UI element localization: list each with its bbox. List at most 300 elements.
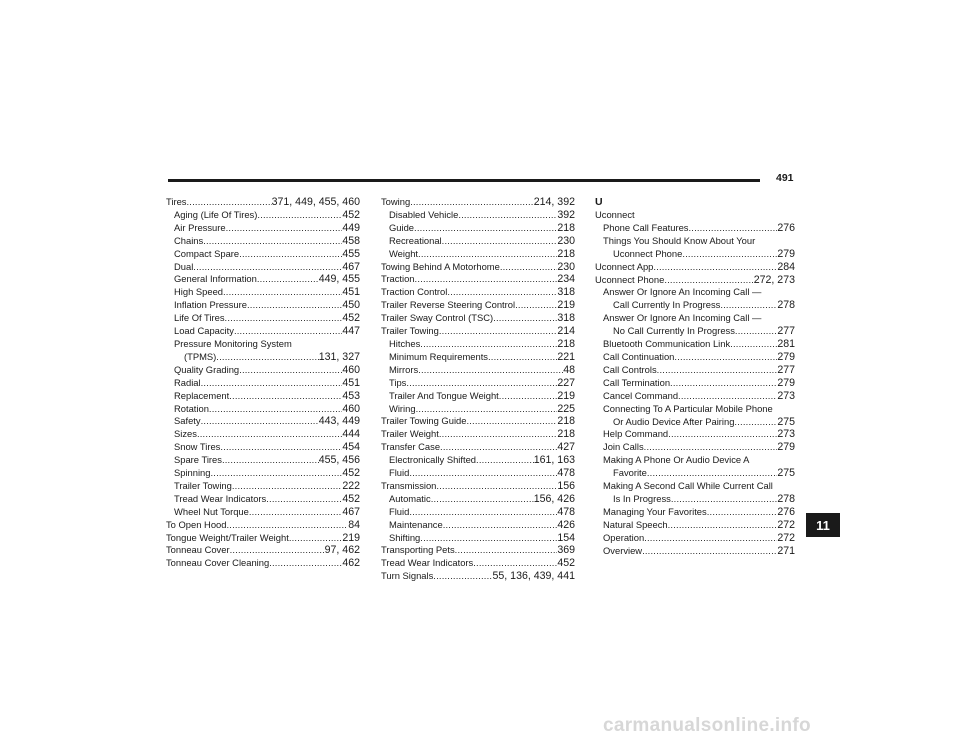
page-refs: 452 <box>342 467 360 480</box>
page-refs: 426 <box>557 518 575 531</box>
entry-line <box>174 390 360 403</box>
index-entry <box>389 467 575 480</box>
index-column-left <box>166 196 360 570</box>
entry-line <box>174 261 360 274</box>
entry-line <box>603 545 795 558</box>
dot-leader <box>473 557 557 570</box>
dot-leader <box>431 493 534 506</box>
index-entry <box>174 325 360 338</box>
page-refs: 273 <box>777 428 795 441</box>
page-refs: 218 <box>557 221 575 234</box>
entry-label: Radial <box>174 376 201 388</box>
dot-leader <box>226 519 348 532</box>
entry-label: Snow Tires <box>174 441 221 453</box>
index-entry <box>174 273 360 286</box>
dot-leader <box>476 454 534 467</box>
index-entry <box>174 467 360 480</box>
page-refs: 279 <box>777 441 795 454</box>
entry-line <box>381 570 575 583</box>
index-entry <box>389 377 575 390</box>
dot-leader <box>420 532 557 545</box>
dot-leader <box>735 325 777 338</box>
entry-label: Tongue Weight/Trailer Weight <box>166 531 289 543</box>
entry-line <box>389 454 575 467</box>
index-entry <box>174 428 360 441</box>
entry-label: Disabled Vehicle <box>389 208 459 220</box>
entry-label: Uconnect App <box>595 260 654 272</box>
entry-line <box>166 544 360 557</box>
entry-line <box>603 222 795 235</box>
index-entry <box>166 532 360 545</box>
index-entry <box>174 286 360 299</box>
entry-continuation-line <box>603 299 795 312</box>
dot-leader <box>289 532 343 545</box>
page-refs: 392 <box>557 208 575 221</box>
entry-line <box>381 312 575 325</box>
index-entry <box>389 338 575 351</box>
entry-label: Trailer Weight <box>381 428 439 440</box>
entry-line <box>174 441 360 454</box>
entry-label: Fluid <box>389 505 410 517</box>
dot-leader <box>232 480 342 493</box>
entry-line <box>174 312 360 325</box>
entry-line <box>174 222 360 235</box>
dot-leader <box>418 364 563 377</box>
page-refs: 460 <box>342 363 360 376</box>
entry-line <box>389 403 575 416</box>
page-refs: 222 <box>342 479 360 492</box>
index-entry <box>381 544 575 557</box>
page-refs: 271 <box>777 544 795 557</box>
entry-continuation-line <box>603 416 795 429</box>
entry-label: High Speed <box>174 286 223 298</box>
entry-label: Overview <box>603 544 643 556</box>
dot-leader <box>203 235 342 248</box>
page-refs: 452 <box>342 492 360 505</box>
page-refs: 371, 449, 455, 460 <box>271 196 360 208</box>
dot-leader <box>682 248 777 261</box>
index-entry <box>174 248 360 261</box>
page-refs: 278 <box>777 492 795 505</box>
page-refs: 97, 462 <box>324 544 360 557</box>
entry-label: Recreational <box>389 234 442 246</box>
dot-leader <box>415 273 558 286</box>
page-refs: 48 <box>563 363 575 376</box>
index-entry <box>174 222 360 235</box>
entry-label: Weight <box>389 247 419 259</box>
page-refs: 452 <box>557 557 575 570</box>
page-refs: 272 <box>777 518 795 531</box>
page-refs: 273 <box>777 389 795 402</box>
page-refs: 452 <box>342 208 360 221</box>
entry-label: Fluid <box>389 467 410 479</box>
entry-label-continued: No Call Currently In Progress <box>613 325 735 337</box>
index-entry <box>603 519 795 532</box>
entry-label: General Information <box>174 273 257 285</box>
entry-label: Transfer Case <box>381 441 441 453</box>
entry-continuation-line <box>603 493 795 506</box>
page-refs: 279 <box>777 376 795 389</box>
entry-line <box>603 519 795 532</box>
entry-line <box>603 441 795 454</box>
page-refs: 443, 449 <box>318 415 360 428</box>
page-refs: 478 <box>557 505 575 518</box>
entry-first-line <box>603 312 795 325</box>
index-entry <box>389 351 575 364</box>
entry-label: Electronically Shifted <box>389 454 477 466</box>
dot-leader <box>734 416 777 429</box>
page-refs: 455 <box>342 247 360 260</box>
dot-leader <box>668 519 778 532</box>
page-refs: 455, 456 <box>318 454 360 467</box>
index-entry <box>389 222 575 235</box>
entry-label: Shifting <box>389 531 421 543</box>
index-entry <box>389 390 575 403</box>
index-entry <box>381 415 575 428</box>
page-refs: 218 <box>557 337 575 350</box>
dot-leader <box>688 222 777 235</box>
entry-label-continued: (TPMS) <box>184 350 217 362</box>
entry-line <box>166 519 360 532</box>
index-entry <box>603 351 795 364</box>
entry-line <box>174 299 360 312</box>
dot-leader <box>674 351 777 364</box>
entry-line <box>174 428 360 441</box>
entry-label: Making A Phone Or Audio Device A <box>603 454 750 466</box>
page-refs: 275 <box>777 467 795 480</box>
entry-line <box>174 493 360 506</box>
entry-label: Uconnect <box>595 209 635 220</box>
entry-line <box>381 544 575 557</box>
index-entry <box>603 454 795 480</box>
entry-line <box>381 261 575 274</box>
dot-leader <box>230 544 325 557</box>
entry-label: Call Controls <box>603 363 657 375</box>
index-entry <box>174 235 360 248</box>
page-refs: 230 <box>557 260 575 273</box>
entry-line <box>389 364 575 377</box>
entry-line <box>389 235 575 248</box>
dot-leader <box>409 506 557 519</box>
entry-label: Trailer Sway Control (TSC) <box>381 312 494 324</box>
page-number: 491 <box>776 172 794 184</box>
dot-leader <box>216 351 318 364</box>
watermark: carmanualsonline.info <box>603 715 811 736</box>
dot-leader <box>440 441 557 454</box>
page-refs: 219 <box>342 531 360 544</box>
entry-label: Tonneau Cover <box>166 544 230 556</box>
dot-leader <box>193 261 342 274</box>
entry-line <box>174 454 360 467</box>
dot-leader <box>249 506 342 519</box>
entry-continuation-line <box>174 351 360 364</box>
entry-label: Guide <box>389 221 415 233</box>
index-entry <box>603 235 795 261</box>
page-refs: 281 <box>777 338 795 351</box>
index-entry <box>166 557 360 570</box>
entry-label: Inflation Pressure <box>174 299 247 311</box>
page-refs: 218 <box>557 428 575 441</box>
entry-first-line <box>603 403 795 416</box>
section-letter: U <box>595 196 603 208</box>
page-refs: 369 <box>557 544 575 557</box>
dot-leader <box>226 222 343 235</box>
page-refs: 84 <box>348 518 360 531</box>
page-refs: 277 <box>777 363 795 376</box>
entry-label: Maintenance <box>389 518 443 530</box>
index-entry <box>595 261 795 274</box>
entry-line <box>603 351 795 364</box>
entry-line <box>166 532 360 545</box>
entry-label: Traction Control <box>381 286 448 298</box>
index-entry <box>595 274 795 287</box>
index-entry <box>389 506 575 519</box>
dot-leader <box>266 493 342 506</box>
entry-label: Managing Your Favorites <box>603 505 707 517</box>
index-entry <box>603 441 795 454</box>
entry-label: Sizes <box>174 428 197 440</box>
entry-line <box>389 377 575 390</box>
entry-label: Minimum Requirements <box>389 350 488 362</box>
dot-leader <box>443 519 558 532</box>
entry-line <box>389 506 575 519</box>
page-refs: 449 <box>342 221 360 234</box>
page-refs: 230 <box>557 234 575 247</box>
index-entry <box>174 506 360 519</box>
entry-line <box>174 480 360 493</box>
entry-line <box>389 338 575 351</box>
entry-label: Aging (Life Of Tires) <box>174 208 258 220</box>
index-entry <box>174 493 360 506</box>
index-entry <box>603 506 795 519</box>
entry-label: Help Command <box>603 428 669 440</box>
dot-leader <box>225 312 343 325</box>
entry-label: Trailer Towing <box>174 479 232 491</box>
dot-leader <box>670 377 777 390</box>
entry-label: Answer Or Ignore An Incoming Call — <box>603 286 762 298</box>
entry-line <box>603 364 795 377</box>
entry-label: Dual <box>174 260 194 272</box>
page-refs: 427 <box>557 441 575 454</box>
entry-label: To Open Hood <box>166 518 227 530</box>
dot-leader <box>257 209 342 222</box>
index-entry <box>381 441 575 454</box>
index-entry <box>174 261 360 274</box>
page-refs: 161, 163 <box>533 454 575 467</box>
page-refs: 444 <box>342 428 360 441</box>
page-refs: 279 <box>777 247 795 260</box>
dot-leader <box>223 286 342 299</box>
entry-line <box>381 480 575 493</box>
dot-leader <box>201 377 343 390</box>
entry-label: Trailer Towing Guide <box>381 415 467 427</box>
index-entry <box>603 286 795 312</box>
index-entry <box>381 312 575 325</box>
page-refs: 451 <box>342 376 360 389</box>
dot-leader <box>455 544 558 557</box>
entry-line <box>389 248 575 261</box>
dot-leader <box>201 415 319 428</box>
entry-first-line <box>174 338 360 351</box>
dot-leader <box>269 557 342 570</box>
dot-leader <box>707 506 778 519</box>
entry-label: Call Continuation <box>603 350 675 362</box>
section-tab[interactable]: 11 <box>806 513 840 537</box>
entry-label: Automatic <box>389 492 431 504</box>
index-entry <box>389 532 575 545</box>
dot-leader <box>211 467 343 480</box>
entry-line <box>174 273 360 286</box>
entry-line <box>381 428 575 441</box>
index-entry <box>174 209 360 222</box>
entry-line <box>389 351 575 364</box>
dot-leader <box>657 364 778 377</box>
dot-leader <box>406 377 557 390</box>
index-entry <box>389 454 575 467</box>
entry-label: Trailer Towing <box>381 325 439 337</box>
entry-label: Operation <box>603 531 645 543</box>
page-refs: 462 <box>342 557 360 570</box>
page-refs: 131, 327 <box>318 350 360 363</box>
dot-leader <box>668 428 777 441</box>
entry-line <box>381 273 575 286</box>
entry-label: Traction <box>381 273 415 285</box>
dot-leader <box>197 428 342 441</box>
entry-line <box>595 261 795 274</box>
page-refs: 278 <box>777 299 795 312</box>
entry-label: Transmission <box>381 479 437 491</box>
index-entry <box>603 312 795 338</box>
index-entry <box>174 403 360 416</box>
dot-leader <box>466 415 557 428</box>
index-entry <box>166 544 360 557</box>
index-entry <box>174 415 360 428</box>
entry-label: Spinning <box>174 467 211 479</box>
entry-label: Tips <box>389 376 407 388</box>
entry-line <box>381 196 575 209</box>
entry-line <box>174 403 360 416</box>
index-entry <box>603 545 795 558</box>
page-refs: 318 <box>557 312 575 325</box>
entry-line <box>603 428 795 441</box>
entry-label: Tonneau Cover Cleaning <box>166 557 270 569</box>
entry-label: Air Pressure <box>174 221 226 233</box>
entry-label: Answer Or Ignore An Incoming Call — <box>603 312 762 324</box>
entry-label: Trailer Reverse Steering Control <box>381 299 516 311</box>
entry-line <box>389 519 575 532</box>
page-refs: 467 <box>342 505 360 518</box>
page-refs: 452 <box>342 312 360 325</box>
entry-line <box>381 299 575 312</box>
entry-label: Towing <box>381 196 411 207</box>
index-entry <box>603 403 795 429</box>
page-refs: 221 <box>557 350 575 363</box>
entry-label: Replacement <box>174 389 230 401</box>
entry-label: Trailer And Tongue Weight <box>389 389 499 401</box>
entry-label: Life Of Tires <box>174 312 225 324</box>
entry-label: Quality Grading <box>174 363 240 375</box>
entry-label: Chains <box>174 234 204 246</box>
dot-leader <box>442 235 558 248</box>
index-entry <box>381 299 575 312</box>
page-refs: 156, 426 <box>533 492 575 505</box>
entry-label: Phone Call Features <box>603 221 689 233</box>
index-entry <box>603 222 795 235</box>
entry-first-line <box>603 480 795 493</box>
entry-line <box>174 467 360 480</box>
dot-leader <box>433 570 492 583</box>
dot-leader <box>678 390 777 403</box>
entry-label: Compact Spare <box>174 247 240 259</box>
dot-leader <box>720 299 777 312</box>
index-entry <box>603 390 795 403</box>
dot-leader <box>439 428 557 441</box>
dot-leader <box>671 493 777 506</box>
dot-leader <box>515 299 557 312</box>
index-entry <box>389 364 575 377</box>
entry-line <box>174 209 360 222</box>
dot-leader <box>409 467 557 480</box>
entry-line <box>389 467 575 480</box>
dot-leader <box>647 467 777 480</box>
entry-label: Towing Behind A Motorhome <box>381 260 500 272</box>
entry-label: Pressure Monitoring System <box>174 337 292 349</box>
page-refs: 276 <box>777 221 795 234</box>
entry-label: Hitches <box>389 337 421 349</box>
index-entry <box>174 480 360 493</box>
dot-leader <box>257 273 319 286</box>
dot-leader <box>418 248 557 261</box>
index-entry <box>389 403 575 416</box>
page-refs: 467 <box>342 260 360 273</box>
page-refs: 449, 455 <box>318 273 360 286</box>
page-refs: 284 <box>777 260 795 273</box>
page-refs: 272, 273 <box>753 273 795 286</box>
dot-leader <box>642 545 777 558</box>
entry-line <box>389 493 575 506</box>
page-refs: 478 <box>557 467 575 480</box>
entry-label: Making A Second Call While Current Call <box>603 480 773 492</box>
page-refs: 458 <box>342 234 360 247</box>
entry-line <box>603 377 795 390</box>
entry-label: Cancel Command <box>603 389 679 401</box>
entry-line <box>166 196 360 209</box>
entry-label: Connecting To A Particular Mobile Phone <box>603 402 773 414</box>
index-column-middle <box>381 196 575 583</box>
entry-label-continued: Favorite <box>613 467 647 479</box>
index-entry <box>381 480 575 493</box>
index-entry <box>174 377 360 390</box>
index-entry <box>603 364 795 377</box>
page-refs: 460 <box>342 402 360 415</box>
page-refs: 219 <box>557 389 575 402</box>
entry-label: Wheel Nut Torque <box>174 505 249 517</box>
entry-line <box>174 415 360 428</box>
index-entry <box>381 196 575 209</box>
entry-line <box>603 506 795 519</box>
entry-line <box>381 286 575 299</box>
index-entry <box>174 299 360 312</box>
index-entry <box>603 377 795 390</box>
index-entry <box>389 248 575 261</box>
page-refs: 219 <box>557 299 575 312</box>
entry-label: Tread Wear Indicators <box>381 557 474 569</box>
entry-label: Load Capacity <box>174 325 234 337</box>
dot-leader <box>186 196 271 209</box>
entry-label: Call Termination <box>603 376 671 388</box>
entry-line <box>174 325 360 338</box>
dot-leader <box>229 390 342 403</box>
